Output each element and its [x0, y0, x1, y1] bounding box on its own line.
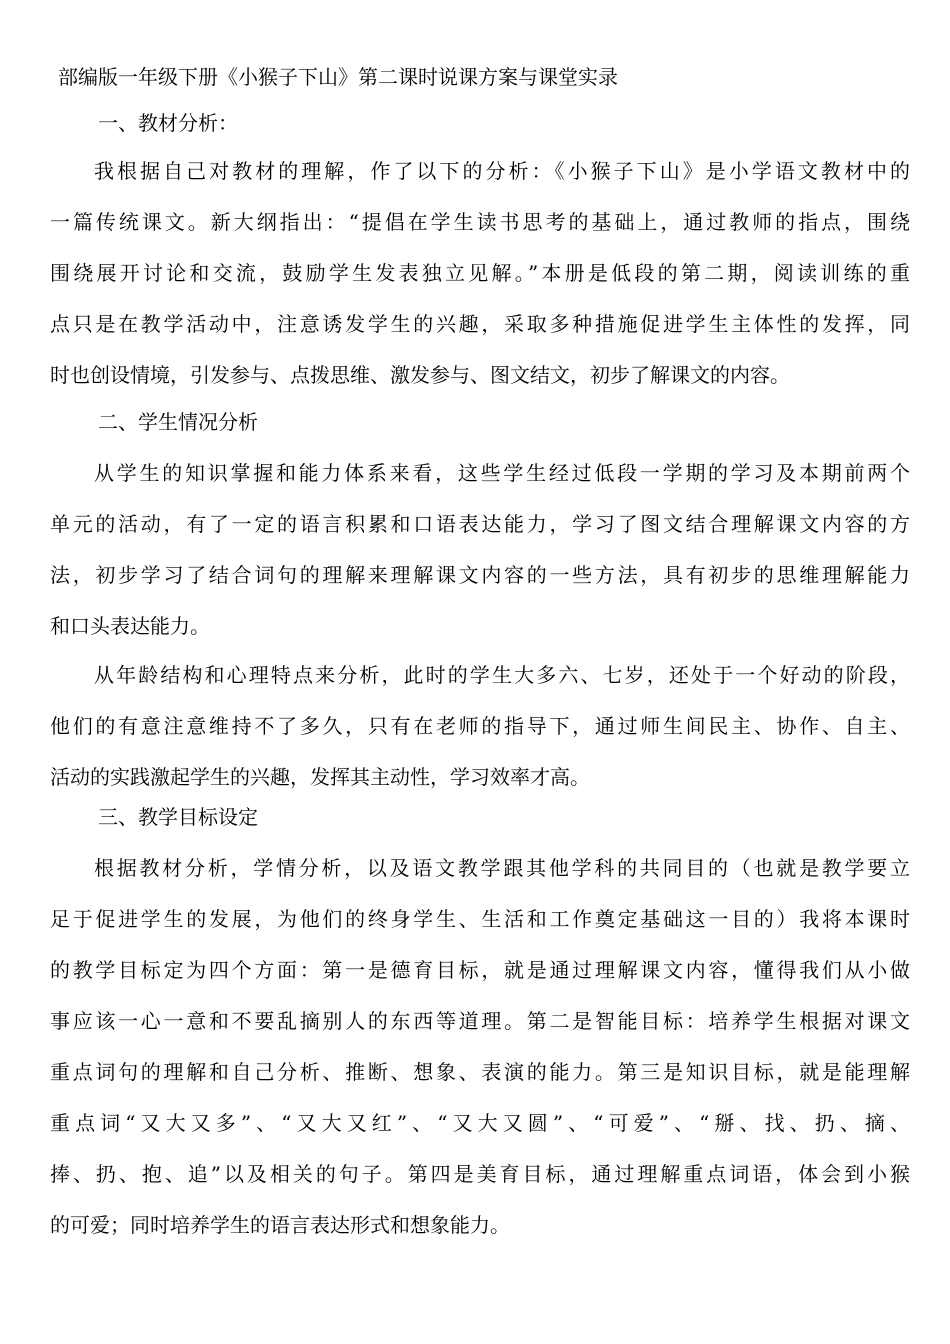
paragraph-student-knowledge — [50, 448, 910, 652]
paragraph-line: 围绕展开讨论和交流，鼓励学生发表独立见解。”本册是低段的第二期，阅读训练的重 — [50, 261, 910, 285]
paragraph-line: 的教学目标定为四个方面：第一是德育目标，就是通过理解课文内容，懂得我们从小做 — [50, 958, 910, 982]
paragraph-line: 从学生的知识掌握和能力体系来看，这些学生经过低段一学期的学习及本期前两个 — [94, 461, 910, 485]
paragraph-textbook-analysis — [50, 146, 910, 401]
paragraph-line: 法，初步学习了结合词句的理解来理解课文内容的一些方法，具有初步的思维理解能力 — [50, 563, 910, 587]
paragraph-line: 单元的活动，有了一定的语言积累和口语表达能力，学习了图文结合理解课文内容的方 — [50, 512, 910, 536]
paragraph-teaching-goals — [50, 843, 910, 1251]
paragraph-line: 从年龄结构和心理特点来分析，此时的学生大多六、七岁，还处于一个好动的阶段， — [94, 663, 910, 687]
paragraph-line: 重点词“又大又多”、“又大又红”、“又大又圆”、“可爱”、“掰、找、扔、摘、 — [50, 1111, 910, 1135]
paragraph-line: 点只是在教学活动中，注意诱发学生的兴趣，采取多种措施促进学生主体性的发挥，同 — [50, 312, 910, 336]
paragraph-line: 和口头表达能力。 — [50, 614, 210, 638]
paragraph-student-age — [50, 650, 910, 803]
section-heading-teaching-goals: 三、教学目标设定 — [98, 805, 258, 829]
paragraph-line: 一篇传统课文。新大纲指出：“提倡在学生读书思考的基础上，通过教师的指点，围绕 — [50, 210, 910, 234]
paragraph-line: 根据教材分析，学情分析，以及语文教学跟其他学科的共同目的（也就是教学要立 — [94, 856, 910, 880]
paragraph-line: 他们的有意注意维持不了多久，只有在老师的指导下，通过师生间民主、协作、自主、 — [50, 714, 910, 738]
section-heading-student-analysis: 二、学生情况分析 — [98, 410, 258, 434]
paragraph-line: 重点词句的理解和自己分析、推断、想象、表演的能力。第三是知识目标，就是能理解 — [50, 1060, 910, 1084]
paragraph-line: 我根据自己对教材的理解，作了以下的分析：《小猴子下山》是小学语文教材中的 — [94, 159, 910, 183]
paragraph-line: 活动的实践激起学生的兴趣，发挥其主动性，学习效率才高。 — [50, 765, 590, 789]
section-heading-textbook-analysis: 一、教材分析： — [98, 111, 238, 135]
paragraph-line: 时也创设情境，引发参与、点拨思维、激发参与、图文结文，初步了解课文的内容。 — [50, 363, 790, 387]
paragraph-line: 足于促进学生的发展，为他们的终身学生、生活和工作奠定基础这一目的）我将本课时 — [50, 907, 910, 931]
paragraph-line: 的可爱；同时培养学生的语言表达形式和想象能力。 — [50, 1213, 510, 1237]
document-title: 部编版一年级下册《小猴子下山》第二课时说课方案与课堂实录 — [58, 65, 618, 89]
paragraph-line: 事应该一心一意和不要乱摘别人的东西等道理。第二是智能目标：培养学生根据对课文 — [50, 1009, 910, 1033]
paragraph-line: 捧、扔、抱、追”以及相关的句子。第四是美育目标，通过理解重点词语，体会到小猴 — [50, 1162, 910, 1186]
